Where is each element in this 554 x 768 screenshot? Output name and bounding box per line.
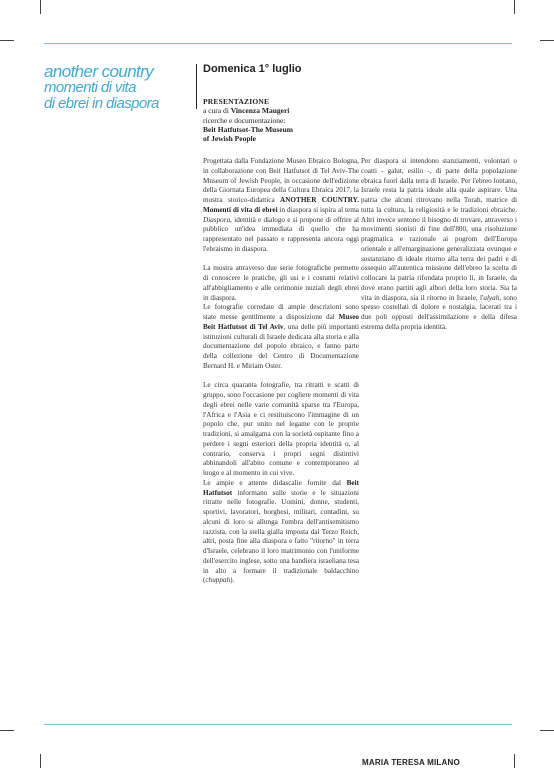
- curated-by: [203, 106, 363, 115]
- paragraph: [361, 157, 517, 333]
- crop-mark: [0, 40, 14, 41]
- paragraph: [203, 157, 359, 255]
- text-run: Per diaspora si intendono stanziamenti, volontari o coatti - galut, esilio -, di parte della popolazione ebraica fuori dalla terra di Israele. Per l'ebreo lontano, Israele resta la patria ideale alla quale aspirare. Una patria che alcuni ritrovano nella Torah, matrice di tutta la cultura, la religiosità e le tradizioni ebraiche. Altri invece sentono il bisogno di trovare, attraverso i movimenti sionisti di fine dell'800, una risoluzione pragmatica e razionale ai pogrom dell'Europa orientale e all'emarginazione generalizzata ovunque e sostanziano di ideale ritorno alla terra dei padri e di ossequio all'autentica missione dell'ebreo la scelta di collocare la patria rifondata proprio lì, in Israele, da dove erano partiti agli albori della loro storia. Sia la vita in diaspora, sia il ritorno in Israele, l': [361, 157, 517, 302]
- title-line-2: momenti di vita: [44, 79, 136, 96]
- text-column-right: [361, 157, 517, 342]
- crop-mark: [514, 0, 515, 14]
- emphasis: Diaspora: [203, 215, 231, 224]
- crop-mark: [0, 730, 14, 731]
- museum-mention: Beit Hatfutsot: [203, 478, 359, 497]
- presentation-block: [203, 97, 363, 143]
- text-run: Le ampie e attente didascalie fornite dal: [203, 478, 347, 487]
- museum-mention: Museo Beit Hatfutsot di Tel Aviv: [203, 313, 359, 331]
- text-run: , una delle più importanti istituzioni culturali di Israele dedicata alla storia e alla documentazione del popolo ebraico, e fanno parte della collezione del Centro di Documentazione Bernard H. e Miriam Oster.: [203, 322, 359, 370]
- curated-prefix: a cura di: [203, 106, 231, 116]
- paragraph: La mostra attraverso due serie fotografiche permette di conoscere le pratiche, gli usi e i costumi relativi all'abbigliamento e alle cerimonie nuziali degli ebrei in diaspora.: [203, 264, 359, 302]
- title-line-1: another country: [44, 62, 154, 81]
- paragraph: [203, 479, 359, 586]
- title-divider: [196, 64, 197, 109]
- section-title: [44, 64, 194, 112]
- presentation-heading: PRESENTAZIONE: [203, 97, 270, 106]
- text-run: Le fotografie corredate di ampie descrizioni sono state messe gentilmente a disposizione dal: [203, 303, 359, 321]
- research-label: ricerche e documentazione:: [203, 115, 286, 125]
- curator-name: Vincenza Maugeri: [230, 106, 290, 116]
- text-run: informano sulle storie e le situazioni ritratte nelle fotografie. Uomini, donne, studenti, sportivi, lavoratori, borghesi, militari, contadini, su alcuni di loro si allunga l'ombra dell'antisemitismo razzista, con la stella gialla imposta dal Terzo Reich, altri, posta fine alla diaspora e fatto "ritorno" in terra d'Israele, celebrano il loro matrimonio con l'uniforme dell'esercito inglese, sotto una bandiera israeliana tesa in alto a formare il tradizionale baldacchino (: [203, 488, 359, 585]
- museum-name-line-2: of Jewish People: [203, 134, 256, 144]
- emphasis: chuppah: [205, 576, 231, 585]
- event-date: Domenica 1° luglio: [203, 63, 302, 75]
- museum-name-line-1: Beit Hatfutsot-The Museum: [203, 124, 293, 134]
- paragraph: [203, 303, 359, 371]
- top-rule: [44, 43, 512, 44]
- text-run: in diaspora si ispira al tema: [277, 205, 359, 214]
- crop-mark: [540, 730, 554, 731]
- text-run: ).: [230, 576, 235, 585]
- bottom-rule: [44, 724, 512, 725]
- title-line-3: di ebrei in diaspora: [44, 95, 159, 112]
- crop-mark: [40, 0, 41, 14]
- crop-mark: [514, 754, 515, 768]
- crop-mark: [40, 754, 41, 768]
- author-footer: MARIA TERESA MILANO: [362, 758, 460, 767]
- text-column-left: [203, 157, 359, 596]
- exhibition-title: ANOTHER COUNTRY. Momenti di vita di ebrei: [203, 196, 359, 214]
- text-run: Progettata dalla Fondazione Museo Ebraico Bologna, in collaborazione con Beit Hatfutsot di Tel Aviv-The Museum of Jewish People, in occasione dell'edizione della Giornata Europea della Cultura Ebraica 2017, la mostra storico-didattica: [203, 157, 359, 204]
- emphasis: alyah: [483, 293, 500, 302]
- paragraph: Le circa quaranta fotografie, tra ritratti e scatti di gruppo, sono l'occasione per cogliere momenti di vita degli ebrei nelle varie comunità sparse tra l'Europa, l'Africa e l'Asia e ci restituiscono l'immagine di un popolo che, pur unito nel legame con le proprie tradizioni, si amalgama con la società ospitante fino a perdere i segni esteriori della propria identità o, al contrario, conserva i propri segni distintivi abbinandoli all'abito comune e contemporaneo al luogo e al momento in cui vive.: [203, 381, 359, 477]
- text-run: , sono spesso costellati di dolore e nostalgia, lacerati tra i due poli opposti dell'assimilazione e della difesa estrema della propria identità.: [361, 293, 517, 331]
- crop-mark: [540, 40, 554, 41]
- text-run: , identità e dialogo e si propone di offrire al pubblico un'idea immediata di quello che ha rappresentato nel passato e rappresenta ancora oggi l'ebraismo in diaspora.: [203, 215, 359, 253]
